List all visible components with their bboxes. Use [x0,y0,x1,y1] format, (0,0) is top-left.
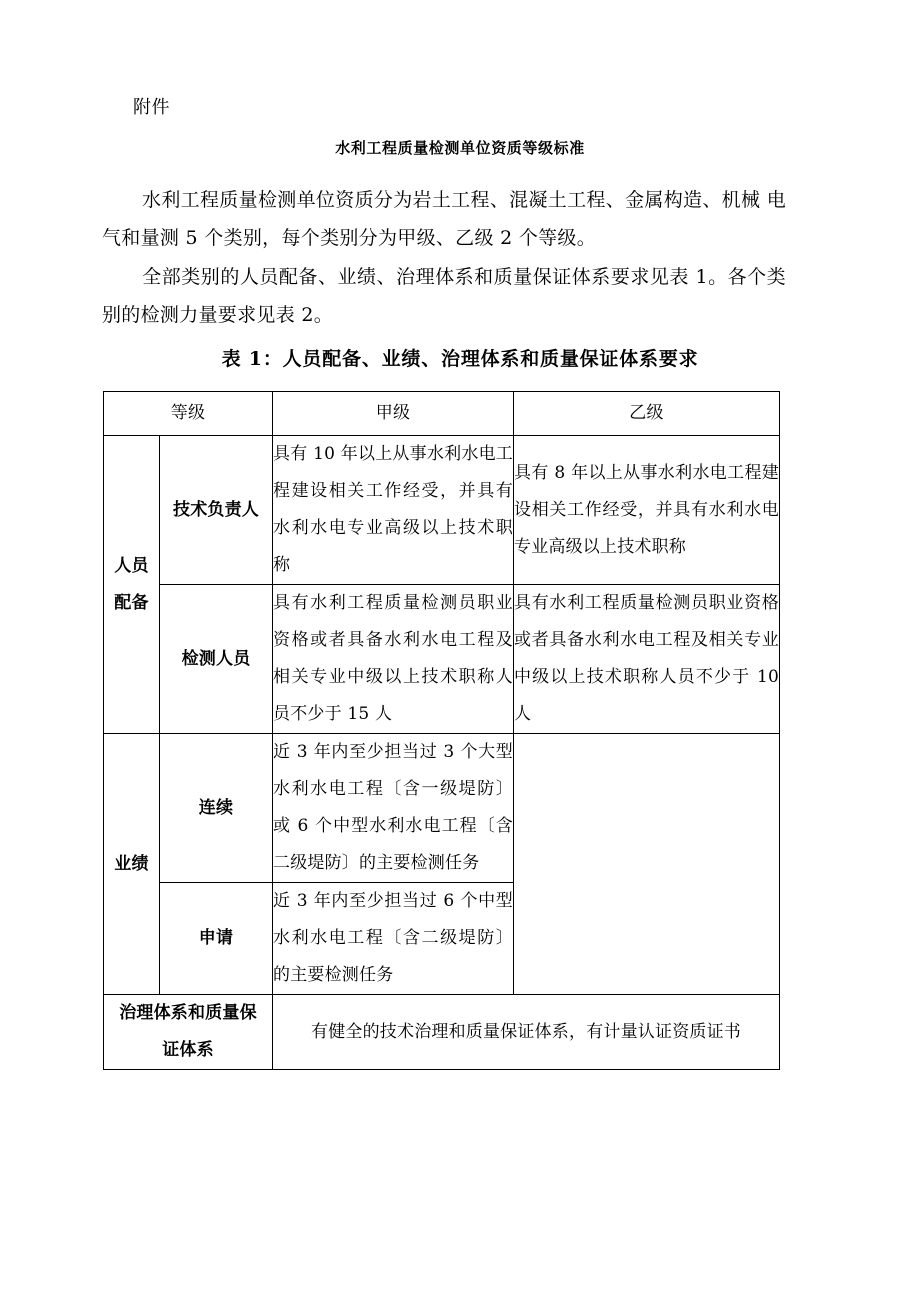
sub-label-testing-personnel: 检测人员 [160,585,273,734]
sub-label-technical-director: 技术负责人 [160,436,273,585]
intro-paragraph-2 [102,258,786,334]
cell-continuous-grade-a: 近 3 年内至少担当过 3 个大型水利水电工程〔含一级堤防〕或 6 个中型水利水电工程〔含二级堤防〕的主要检测任务 [273,734,514,883]
cell-management-system-content: 有健全的技术治理和质量保证体系，有计量认证资质证书 [273,995,780,1070]
section-label-performance: 业绩 [104,734,160,995]
table-caption: 表 1：人员配备、业绩、治理体系和质量保证体系要求 [221,348,699,370]
management-system-label-line1: 治理体系和质量保 [119,1003,257,1023]
intro-paragraph-1-text: 水利工程质量检测单位资质分为岩土工程、混凝土工程、金属构造、机械 电气和量测 5 个类别，每个类别分为甲级、乙级 2 个等级。 [102,189,786,249]
cell-testing-personnel-grade-a: 具有水利工程质量检测员职业资格或者具备水利水电工程及相关专业中级以上技术职称人员不少于 15 人 [273,585,514,734]
cell-application-grade-a: 近 3 年内至少担当过 6 个中型水利水电工程〔含二级堤防〕的主要检测任务 [273,883,514,995]
table-row [104,436,780,585]
section-label-personnel [104,436,160,734]
intro-paragraph-2-text: 全部类别的人员配备、业绩、治理体系和质量保证体系要求见表 1。各个类别的检测力量要求见表 2。 [102,266,786,326]
header-cell-level: 等级 [104,392,273,436]
cell-performance-grade-b-empty [514,734,780,995]
requirements-table-wrapper [103,391,779,1070]
table-header-row [104,392,780,436]
cell-technical-director-grade-b: 具有 8 年以上从事水利水电工程建设相关工作经受，并具有水利水电专业高级以上技术职称 [514,436,780,585]
requirements-table [103,391,780,1070]
section-label-personnel-line2: 配备 [114,592,149,613]
management-system-label-line2: 证体系 [162,1040,214,1060]
header-cell-grade-a: 甲级 [273,392,514,436]
cell-technical-director-grade-a: 具有 10 年以上从事水利水电工程建设相关工作经受，并具有水利水电专业高级以上技术职称 [273,436,514,585]
section-label-personnel-line1: 人员 [114,555,149,576]
page-title: 水利工程质量检测单位资质等级标准 [335,139,585,157]
intro-paragraph-1 [102,181,786,257]
table-row [104,585,780,734]
section-label-management-system [104,995,273,1070]
attachment-label: 附件 [133,97,170,118]
table-row [104,995,780,1070]
sub-label-application: 申请 [160,883,273,995]
table-row [104,734,780,883]
sub-label-continuous: 连续 [160,734,273,883]
header-cell-grade-b: 乙级 [514,392,780,436]
cell-testing-personnel-grade-b: 具有水利工程质量检测员职业资格或者具备水利水电工程及相关专业中级以上技术职称人员不少于 10 人 [514,585,780,734]
